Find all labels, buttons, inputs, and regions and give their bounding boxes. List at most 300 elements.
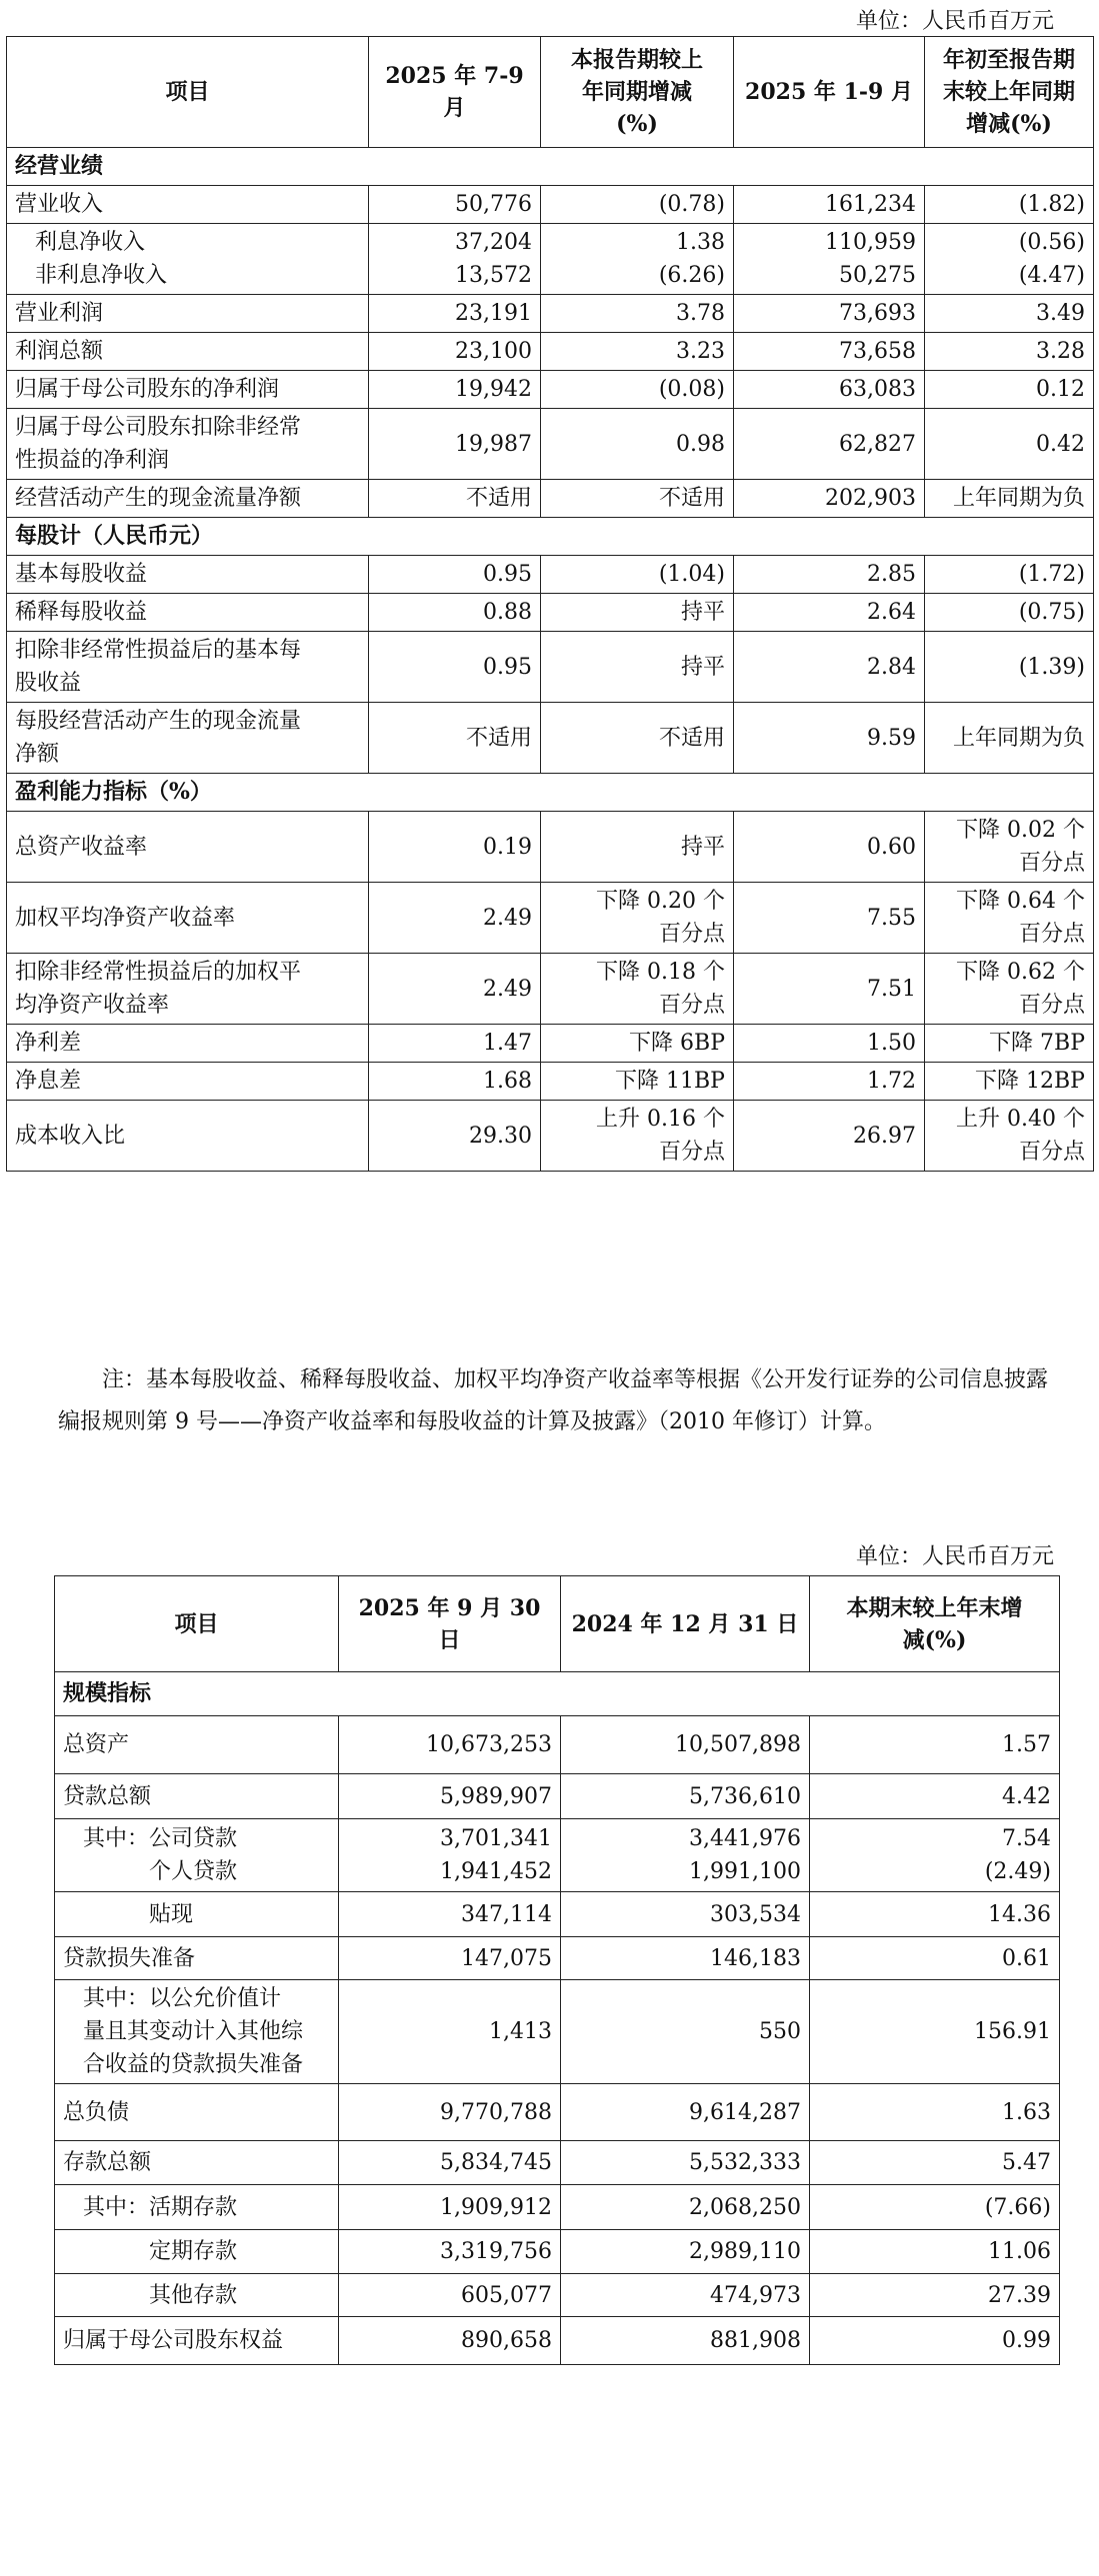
row-label	[7, 703, 369, 774]
table-row	[55, 1672, 1060, 1716]
cell-ytd	[734, 371, 925, 409]
row-label-line: 贷款损失准备	[63, 1945, 196, 1971]
row-label-line: 总负债	[63, 2099, 130, 2125]
performance-table	[6, 36, 1094, 1172]
cell-q3-change-line: 持平	[680, 654, 725, 680]
cell-2024-dec-line: 3,441,976	[689, 1826, 801, 1851]
scale-table	[54, 1575, 1060, 2365]
cell-ytd	[734, 1101, 925, 1172]
row-label	[55, 1774, 339, 1819]
table-row	[7, 774, 1094, 812]
row-label-line: 存款总额	[63, 2150, 152, 2175]
cell-q3-change-line: 百分点	[658, 922, 725, 947]
cell-change	[810, 1774, 1060, 1819]
cell-q3-line: 1.68	[483, 1069, 532, 1094]
cell-q3-change	[541, 409, 734, 480]
cell-ytd-change-line: 百分点	[1018, 1140, 1085, 1165]
cell-q3-line: 0.88	[483, 600, 532, 625]
cell-q3	[369, 295, 541, 333]
table-row	[7, 556, 1094, 594]
cell-ytd-line: 62,827	[839, 431, 916, 457]
cell-2025-sep-line: 3,319,756	[440, 2239, 552, 2264]
table-row	[7, 703, 1094, 774]
cell-ytd	[734, 812, 925, 883]
header-item: 项目	[55, 1576, 339, 1672]
cell-q3-change-line: 3.78	[676, 301, 725, 326]
cell-ytd-change-line: 3.49	[1036, 301, 1085, 326]
cell-q3-change	[541, 954, 734, 1025]
cell-q3-change-line: (6.26)	[658, 263, 725, 288]
cell-q3	[369, 480, 541, 518]
cell-q3-change	[541, 1101, 734, 1172]
cell-q3	[369, 1025, 541, 1063]
row-label-line: 归属于母公司股东的净利润	[15, 377, 280, 402]
cell-q3	[369, 1063, 541, 1101]
row-label	[7, 1063, 369, 1101]
cell-2024-dec-line: 146,183	[710, 1945, 801, 1971]
cell-ytd	[734, 632, 925, 703]
cell-q3-line: 1.47	[483, 1031, 532, 1056]
section-title	[55, 1672, 1060, 1716]
cell-q3-change-line: 1.38	[676, 230, 725, 255]
cell-2025-sep	[339, 1980, 561, 2084]
table-row	[7, 883, 1094, 954]
row-label	[7, 224, 369, 295]
cell-change	[810, 2274, 1060, 2317]
cell-change	[810, 2084, 1060, 2141]
cell-change-line: (7.66)	[984, 2194, 1051, 2220]
section-title-line: 经营业绩	[15, 153, 104, 179]
cell-q3-change	[541, 703, 734, 774]
cell-q3-line: 23,100	[455, 339, 532, 364]
table-row	[55, 2141, 1060, 2185]
cell-q3-line: 50,776	[455, 192, 532, 217]
cell-q3-change-line: 下降 0.20 个	[596, 889, 725, 914]
cell-2024-dec-line: 9,614,287	[689, 2099, 801, 2125]
row-label	[55, 2084, 339, 2141]
row-label-line: 股收益	[15, 671, 82, 696]
cell-ytd-line: 9.59	[867, 725, 916, 751]
cell-q3	[369, 333, 541, 371]
cell-q3-line: 不适用	[465, 486, 532, 511]
cell-q3-change-line: (1.04)	[658, 562, 725, 587]
row-label-line: 其中：活期存款	[83, 2194, 238, 2220]
row-label	[7, 1101, 369, 1172]
cell-q3-line: 2.49	[483, 905, 532, 931]
cell-2025-sep-line: 5,989,907	[440, 1783, 552, 1809]
cell-q3-line: 0.19	[483, 834, 532, 860]
cell-q3	[369, 224, 541, 295]
cell-change-line: 5.47	[1002, 2150, 1051, 2175]
cell-q3-line: 13,572	[455, 263, 532, 288]
row-label	[7, 632, 369, 703]
row-label	[7, 480, 369, 518]
cell-ytd-change	[925, 1101, 1094, 1172]
cell-ytd-line: 2.85	[867, 562, 916, 587]
cell-ytd-line: 0.60	[867, 834, 916, 860]
row-label-line: 利润总额	[15, 339, 104, 364]
cell-q3-change-line: (0.78)	[658, 192, 725, 217]
table-row	[7, 295, 1094, 333]
cell-q3-line: 19,942	[455, 377, 532, 402]
cell-change	[810, 1937, 1060, 1980]
cell-q3-change-line: 上升 0.16 个	[596, 1107, 725, 1132]
cell-q3	[369, 371, 541, 409]
cell-ytd-change-line: (1.82)	[1018, 192, 1085, 217]
cell-q3-change-line: 不适用	[658, 486, 725, 511]
cell-q3-line: 37,204	[455, 230, 532, 255]
cell-ytd-change	[925, 295, 1094, 333]
row-label-line: 均净资产收益率	[15, 993, 170, 1018]
cell-change	[810, 2185, 1060, 2230]
cell-ytd-line: 202,903	[825, 486, 916, 511]
cell-ytd	[734, 186, 925, 224]
cell-ytd-change-line: 0.12	[1036, 377, 1085, 402]
table-row	[7, 812, 1094, 883]
row-label-line: 合收益的贷款损失准备	[83, 2052, 304, 2077]
cell-change-line: 14.36	[988, 1901, 1051, 1927]
row-label	[55, 2317, 339, 2365]
table-row	[7, 371, 1094, 409]
cell-ytd-change-line: 下降 7BP	[989, 1031, 1085, 1056]
cell-q3-change-line: 下降 0.18 个	[596, 960, 725, 985]
cell-ytd-line: 26.97	[853, 1123, 916, 1149]
cell-q3-line: 不适用	[465, 725, 532, 751]
cell-ytd-change	[925, 1025, 1094, 1063]
cell-ytd-line: 50,275	[839, 263, 916, 288]
row-label	[55, 1819, 339, 1892]
table-row	[55, 1980, 1060, 2084]
table-header-row	[55, 1576, 1060, 1672]
cell-2024-dec	[561, 1980, 810, 2084]
cell-2024-dec	[561, 1716, 810, 1774]
cell-2024-dec-line: 550	[759, 2019, 801, 2044]
table-row	[7, 594, 1094, 632]
cell-2025-sep-line: 5,834,745	[440, 2150, 552, 2175]
table-row	[7, 224, 1094, 295]
cell-2024-dec-line: 881,908	[710, 2328, 801, 2353]
cell-q3-change-line: 持平	[680, 834, 725, 860]
cell-ytd-change	[925, 480, 1094, 518]
cell-q3-line: 0.95	[483, 562, 532, 587]
row-label	[7, 333, 369, 371]
footnote: 注：基本每股收益、稀释每股收益、加权平均净资产收益率等根据《公开发行证券的公司信息披露编报规则第 9 号——净资产收益率和每股收益的计算及披露》（2010 年修订）计算。	[58, 1367, 1049, 1434]
cell-change-line: 156.91	[974, 2019, 1051, 2044]
table1-unit: 单位：人民币百万元	[855, 9, 1054, 34]
cell-change	[810, 2141, 1060, 2185]
cell-ytd-change-line: 上年同期为负	[952, 725, 1085, 751]
cell-change	[810, 2230, 1060, 2274]
cell-change-line: 0.61	[1002, 1945, 1051, 1971]
cell-ytd	[734, 954, 925, 1025]
cell-2024-dec	[561, 2230, 810, 2274]
row-label-line: 其他存款	[83, 2282, 238, 2308]
cell-change-line: 1.63	[1002, 2099, 1051, 2125]
cell-change-line: 27.39	[988, 2282, 1051, 2308]
table-row	[55, 1716, 1060, 1774]
cell-2025-sep	[339, 2274, 561, 2317]
cell-q3-change	[541, 371, 734, 409]
cell-ytd-line: 73,658	[839, 339, 916, 364]
cell-ytd-change-line: 下降 0.62 个	[956, 960, 1085, 985]
cell-ytd	[734, 594, 925, 632]
cell-2024-dec-line: 474,973	[710, 2282, 801, 2308]
cell-2025-sep	[339, 1716, 561, 1774]
cell-ytd-change	[925, 409, 1094, 480]
cell-2025-sep-line: 1,909,912	[440, 2194, 552, 2220]
cell-ytd-change	[925, 186, 1094, 224]
cell-q3-change-line: 不适用	[658, 725, 725, 751]
table-row	[7, 186, 1094, 224]
cell-2025-sep	[339, 2230, 561, 2274]
cell-2024-dec	[561, 1774, 810, 1819]
cell-2025-sep	[339, 2185, 561, 2230]
cell-ytd-change	[925, 371, 1094, 409]
row-label-line: 利息净收入	[35, 230, 146, 255]
cell-2024-dec-line: 2,989,110	[689, 2239, 801, 2264]
table-row	[7, 409, 1094, 480]
cell-q3	[369, 556, 541, 594]
cell-q3-change	[541, 333, 734, 371]
row-label-line: 经营活动产生的现金流量净额	[15, 486, 302, 511]
cell-ytd-change-line: 上升 0.40 个	[956, 1107, 1085, 1132]
cell-2025-sep-line: 3,701,341	[440, 1826, 552, 1851]
row-label-line: 性损益的净利润	[15, 448, 170, 473]
row-label	[55, 2230, 339, 2274]
cell-q3-change	[541, 1025, 734, 1063]
cell-ytd-change	[925, 333, 1094, 371]
cell-ytd-change-line: 上年同期为负	[952, 486, 1085, 511]
cell-q3	[369, 632, 541, 703]
cell-2024-dec-line: 5,532,333	[689, 2150, 801, 2175]
section-title	[7, 148, 1094, 186]
cell-q3-change	[541, 186, 734, 224]
header-2024-dec: 2024 年 12 月 31 日	[561, 1576, 810, 1672]
row-label-line: 基本每股收益	[15, 562, 148, 587]
cell-ytd	[734, 1025, 925, 1063]
cell-ytd-change-line: (1.72)	[1018, 562, 1085, 587]
cell-ytd-change	[925, 1063, 1094, 1101]
header-q3: 2025 年 7-9 月	[369, 37, 541, 148]
row-label-line: 归属于母公司股东扣除非经常	[15, 415, 302, 440]
cell-change	[810, 1819, 1060, 1892]
cell-ytd-line: 2.84	[867, 654, 916, 680]
cell-2024-dec	[561, 1892, 810, 1937]
cell-2025-sep	[339, 1892, 561, 1937]
table-row	[7, 1101, 1094, 1172]
cell-2025-sep	[339, 2141, 561, 2185]
cell-q3	[369, 186, 541, 224]
row-label-line: 个人贷款	[83, 1859, 238, 1884]
section-title	[7, 518, 1094, 556]
cell-q3-change-line: 持平	[680, 600, 725, 625]
cell-q3-change-line: 3.23	[676, 339, 725, 364]
cell-2024-dec-line: 2,068,250	[689, 2194, 801, 2220]
cell-q3	[369, 703, 541, 774]
cell-q3-line: 19,987	[455, 431, 532, 457]
row-label-line: 净利差	[15, 1031, 82, 1056]
cell-q3-line: 0.95	[483, 654, 532, 680]
cell-ytd-change	[925, 954, 1094, 1025]
header-item: 项目	[7, 37, 369, 148]
cell-q3-change-line: 百分点	[658, 993, 725, 1018]
cell-ytd-line: 161,234	[825, 192, 916, 217]
cell-ytd-line: 110,959	[825, 230, 916, 255]
row-label	[55, 1892, 339, 1937]
row-label-line: 营业利润	[15, 301, 104, 326]
cell-ytd-change-line: (0.75)	[1018, 600, 1085, 625]
cell-ytd-change-line: 下降 0.64 个	[956, 889, 1085, 914]
cell-q3-change	[541, 556, 734, 594]
cell-ytd	[734, 703, 925, 774]
cell-q3	[369, 954, 541, 1025]
cell-2025-sep-line: 347,114	[461, 1901, 552, 1927]
cell-2025-sep-line: 10,673,253	[426, 1732, 552, 1757]
cell-change-line: 11.06	[988, 2239, 1051, 2264]
cell-2024-dec	[561, 2084, 810, 2141]
cell-ytd-line: 1.50	[867, 1031, 916, 1056]
cell-ytd-change-line: 下降 12BP	[975, 1069, 1085, 1094]
cell-q3-change	[541, 883, 734, 954]
table-row	[55, 2317, 1060, 2365]
cell-ytd-change	[925, 632, 1094, 703]
cell-change-line: (2.49)	[984, 1859, 1051, 1884]
cell-ytd-change	[925, 594, 1094, 632]
cell-2025-sep-line: 890,658	[461, 2328, 552, 2353]
row-label-line: 扣除非经常性损益后的加权平	[15, 960, 302, 985]
cell-ytd	[734, 333, 925, 371]
row-label	[7, 186, 369, 224]
cell-2025-sep-line: 9,770,788	[440, 2099, 552, 2125]
cell-q3-change	[541, 812, 734, 883]
cell-ytd	[734, 883, 925, 954]
cell-2024-dec-line: 10,507,898	[675, 1732, 801, 1757]
cell-ytd	[734, 556, 925, 594]
cell-ytd-line: 2.64	[867, 600, 916, 625]
cell-ytd	[734, 409, 925, 480]
row-label	[7, 556, 369, 594]
cell-2025-sep	[339, 1774, 561, 1819]
table-row	[7, 954, 1094, 1025]
cell-q3-change-line: 百分点	[658, 1140, 725, 1165]
cell-2025-sep-line: 605,077	[461, 2282, 552, 2308]
header-ytd: 2025 年 1-9 月	[734, 37, 925, 148]
cell-q3	[369, 883, 541, 954]
cell-ytd-change-line: (0.56)	[1018, 230, 1085, 255]
row-label-line: 每股经营活动产生的现金流量	[15, 709, 302, 734]
cell-ytd-change-line: 0.42	[1036, 431, 1085, 457]
cell-ytd	[734, 295, 925, 333]
row-label-line: 其中：公司贷款	[83, 1826, 238, 1851]
cell-ytd	[734, 1063, 925, 1101]
cell-2024-dec	[561, 1819, 810, 1892]
row-label-line: 营业收入	[15, 192, 104, 217]
table-row	[55, 1892, 1060, 1937]
cell-2025-sep-line: 1,941,452	[440, 1859, 552, 1884]
row-label	[55, 2274, 339, 2317]
row-label	[55, 2185, 339, 2230]
row-label-line: 贴现	[83, 1901, 194, 1927]
row-label-line: 总资产	[63, 1732, 130, 1757]
row-label	[7, 812, 369, 883]
cell-2024-dec	[561, 1937, 810, 1980]
table-row	[7, 480, 1094, 518]
cell-q3	[369, 594, 541, 632]
row-label-line: 量且其变动计入其他综	[83, 2019, 304, 2044]
cell-ytd-change	[925, 556, 1094, 594]
row-label-line: 扣除非经常性损益后的基本每	[15, 638, 302, 663]
cell-change-line: 7.54	[1002, 1826, 1051, 1851]
table-header-row	[7, 37, 1094, 148]
cell-q3-change-line: 下降 11BP	[615, 1069, 725, 1094]
table-row	[55, 2084, 1060, 2141]
cell-q3-change	[541, 594, 734, 632]
table-row	[55, 1937, 1060, 1980]
cell-ytd-change-line: 百分点	[1018, 922, 1085, 947]
cell-q3-change	[541, 1063, 734, 1101]
cell-q3-line: 2.49	[483, 976, 532, 1002]
table-row	[7, 1025, 1094, 1063]
row-label-line: 定期存款	[83, 2239, 238, 2264]
table-row	[55, 2230, 1060, 2274]
row-label-line: 归属于母公司股东权益	[63, 2328, 284, 2353]
table-row	[7, 1063, 1094, 1101]
cell-q3-change	[541, 295, 734, 333]
table-row	[55, 2185, 1060, 2230]
cell-ytd-change-line: (1.39)	[1018, 654, 1085, 680]
cell-change	[810, 2317, 1060, 2365]
cell-2024-dec	[561, 2141, 810, 2185]
cell-2024-dec-line: 5,736,610	[689, 1783, 801, 1809]
cell-ytd-change-line: 百分点	[1018, 993, 1085, 1018]
table-row	[55, 1819, 1060, 1892]
cell-2024-dec	[561, 2317, 810, 2365]
row-label-line: 非利息净收入	[35, 263, 168, 288]
cell-q3	[369, 409, 541, 480]
cell-q3	[369, 1101, 541, 1172]
cell-change	[810, 1716, 1060, 1774]
cell-change-line: 1.57	[1002, 1732, 1051, 1757]
cell-q3-line: 29.30	[469, 1123, 532, 1149]
cell-2025-sep-line: 1,413	[489, 2019, 552, 2044]
row-label	[7, 371, 369, 409]
table-row	[7, 333, 1094, 371]
cell-ytd-change-line: 3.28	[1036, 339, 1085, 364]
cell-q3	[369, 812, 541, 883]
cell-2024-dec-line: 303,534	[710, 1901, 801, 1927]
row-label-line: 稀释每股收益	[15, 600, 148, 625]
cell-q3-change-line: (0.08)	[658, 377, 725, 402]
cell-ytd-line: 7.51	[867, 976, 916, 1002]
cell-ytd-line: 1.72	[867, 1069, 916, 1094]
row-label-line: 贷款总额	[63, 1783, 152, 1809]
cell-q3-change	[541, 224, 734, 295]
cell-change	[810, 1980, 1060, 2084]
row-label	[7, 883, 369, 954]
cell-ytd-line: 73,693	[839, 301, 916, 326]
cell-q3-change	[541, 632, 734, 703]
row-label-line: 其中：以公允价值计	[83, 1986, 282, 2011]
row-label-line: 成本收入比	[15, 1123, 126, 1149]
header-2025-sep: 2025 年 9 月 30 日	[339, 1576, 561, 1672]
cell-ytd-change	[925, 883, 1094, 954]
header-change: 本期末较上年末增减(%)	[810, 1576, 1060, 1672]
cell-ytd-change-line: 百分点	[1018, 851, 1085, 876]
row-label	[7, 1025, 369, 1063]
cell-2025-sep	[339, 1819, 561, 1892]
table-row	[7, 148, 1094, 186]
row-label-line: 加权平均净资产收益率	[15, 905, 236, 931]
